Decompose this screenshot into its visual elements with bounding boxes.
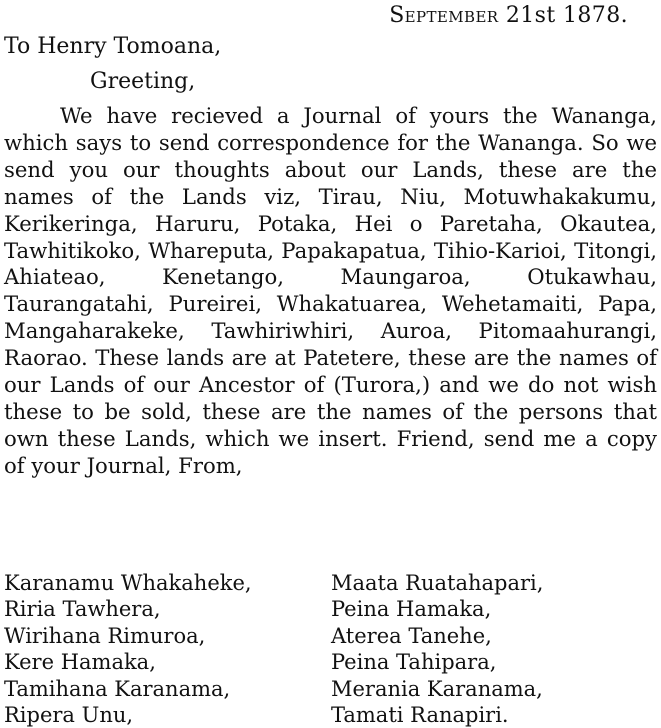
signatory-name: Tamati Ranapiri. (331, 703, 509, 728)
signatories-left-column (4, 570, 252, 728)
signatory-name: Peina Tahipara, (331, 650, 497, 675)
signatory-name: Wirihana Rimuroa, (4, 623, 206, 648)
salutation: To Henry Tomoana, (4, 34, 222, 59)
signatory-name: Ripera Unu, (4, 703, 134, 728)
date-day-year: 21st 1878. (505, 3, 628, 28)
signatory-name: Aterea Tanehe, (331, 623, 492, 648)
signatory-name: Riria Tawhera, (4, 597, 161, 622)
date-month: September (389, 3, 499, 28)
letter-date (389, 3, 628, 28)
signatories-right-column (331, 570, 543, 728)
signatory-name: Tamihana Karanama, (4, 676, 231, 701)
body-paragraph: We have recieved a Journal of yours the Wananga, which says to send correspondence for the Wananga. So we send you our thoughts about our Lands, these are the names of the Lands viz, Tirau, Niu, Motuwhakakumu, Kerikeringa, Haruru, Potaka, Hei o Paretaha, Okautea, Tawhitikoko, Whareputa, Papakapatua, Tihio-Karioi, Titongi, Ahiateao, Kenetango, Maungaroa, Otukawhau, Taurangatahi, Pureirei, Whakatuarea, Wehetamaiti, Papa, Mangaharakeke, Tawhiriwhiri, Auroa, Pitomaahurangi, Raorao. These lands are at Patetere, these are the names of our Lands of our Ancestor of (Turora,) and we do not wish these to be sold, these are the names of the persons that own these Lands, which we insert. Friend, send me a copy of your Journal, From, (4, 103, 657, 478)
signatory-name: Merania Karanama, (331, 676, 543, 701)
signatory-name: Peina Hamaka, (331, 597, 492, 622)
signatory-name: Maata Ruatahapari, (331, 571, 544, 595)
signatory-name: Kere Hamaka, (4, 650, 156, 675)
greeting: Greeting, (90, 69, 196, 94)
letter-body (4, 103, 657, 480)
signatory-name: Karanamu Whakaheke, (4, 571, 252, 595)
